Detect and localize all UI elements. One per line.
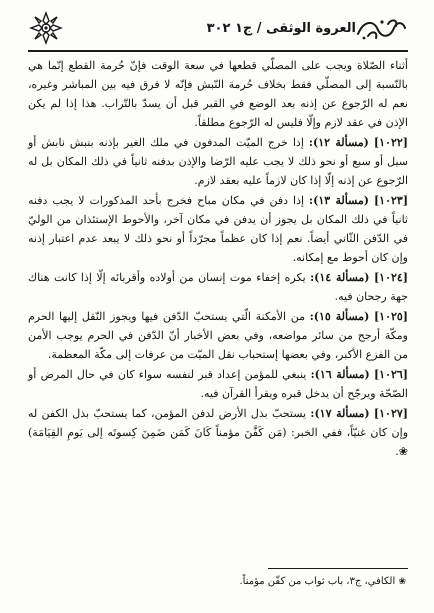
paragraph-intro (28, 56, 408, 132)
paragraph-1026 (28, 365, 408, 403)
paragraph-number: [١٠٢٤] (373, 271, 409, 284)
flower-ornament-icon (28, 10, 64, 46)
footnote-divider (268, 568, 408, 569)
paragraph-number: [١٠٢٥] (373, 310, 409, 323)
paragraph-number: [١٠٢٣] (373, 194, 409, 207)
issue-label: (مسألة ١٣): (309, 194, 369, 207)
paragraph-text: إذا خرج الميّت المدفون في ملك الغير بإذنه بنبش نابش أو سيل أو سبع أو نحو ذلك لا يجب عليه الرّضا والإذن بدفنه ثانياً في ذلك المكان بل له الرّجوع عن إذنه إلّا إذا كان لازماً عليه بعقد لازم. (28, 136, 408, 187)
header-title: العروة الوثقى / ج١ ٣٠٢ (206, 21, 356, 36)
paragraph-number: [١٠٢٧] (373, 407, 408, 420)
calligraphic-ornament-icon (354, 16, 408, 42)
paragraph-text: إذا دفن في مكان مباح فخرج بأحد المذكورات لا يجب دفنه ثانياً في ذلك المكان بل يجوز أن يدفن في مكان آخر، والأحوط الإستئذان من الوليّ في الدّفن الثّاني أيضاً. نعم إذا كان عظماً مجرّداً أو نحو ذلك لا يبعد عدم اعتبار إذنه وإن كان أحوط مع إمكانه. (28, 194, 408, 264)
issue-label: (مسألة ١٤): (310, 271, 370, 284)
header-divider (28, 50, 408, 52)
paragraph-text: يكره إخفاء موت إنسان من أولاده وأقربائه إلّا إذا كانت هناك جهة رجحان فيه. (28, 271, 408, 303)
footnote-text: الكافي، ج٣، باب ثواب من كفّن مؤمناً. (239, 576, 396, 587)
issue-label: (مسألة ١٢): (308, 136, 369, 149)
paragraph-1025 (28, 307, 408, 364)
paragraph-text: أثناء الصّلاة ويجب على المصلّي قطعها في سعة الوقت فإنّ حُرمة القطع إنّما هي بالنّسبة إلى المصلّي فقط بخلاف حُرمة النّبش فإنّه لا فرق فيه بين المباشر وغيره، نعم له الرّجوع عن إذنه بعد الوضع في القبر قبل أن يسدّ بالتّراب. هذا إذا لم يكن الإذن في عقد لازم وإلّا فليس له الرّجوع مطلقاً. (28, 59, 408, 129)
issue-label: (مسألة ١٧): (310, 407, 370, 420)
paragraph-1023 (28, 191, 408, 267)
paragraph-number: [١٠٢٢] (373, 136, 408, 149)
footnote (28, 574, 406, 590)
footnote-marker: ❀ (398, 577, 406, 587)
paragraph-1024 (28, 268, 408, 306)
running-header (24, 8, 410, 52)
body-text (28, 56, 408, 462)
paragraph-text: ينبغي للمؤمن إعداد قبر لنفسه سواء كان في حال المرض أو الصّحّة ويرجّح أن يدخل قبره ويقرأ القرآن فيه. (28, 368, 408, 400)
paragraph-text: من الأمكنة الّتي يستحبّ الدّفن فيها ويجوز النّقل إليها الحرم ومكّة أرجح من سائر مواضعه، وفي بعض الأخبار أنّ الدّفن في الحرم يوجب الأمن من الفزع الأكبر، وفي بعضها إستحباب نقل الميّت من عرفات إلى مكّة المعظمة. (28, 310, 408, 361)
issue-label: (مسألة ١٦): (310, 368, 370, 381)
paragraph-number: [١٠٢٦] (373, 368, 409, 381)
paragraph-1022 (28, 133, 408, 190)
paragraph-text: يستحبّ بذل الأرض لدفن المؤمن، كما يستحبّ بذل الكفن له وإن كان غنيّاً، ففي الخبر: (مَن كَفَّنَ مؤمناً كَانَ كَمَن ضَمِنَ كِسوتَه إلى يَومِ القِيَامَة) ❀. (28, 407, 408, 458)
paragraph-1027 (28, 404, 408, 461)
issue-label: (مسألة ١٥): (309, 310, 370, 323)
